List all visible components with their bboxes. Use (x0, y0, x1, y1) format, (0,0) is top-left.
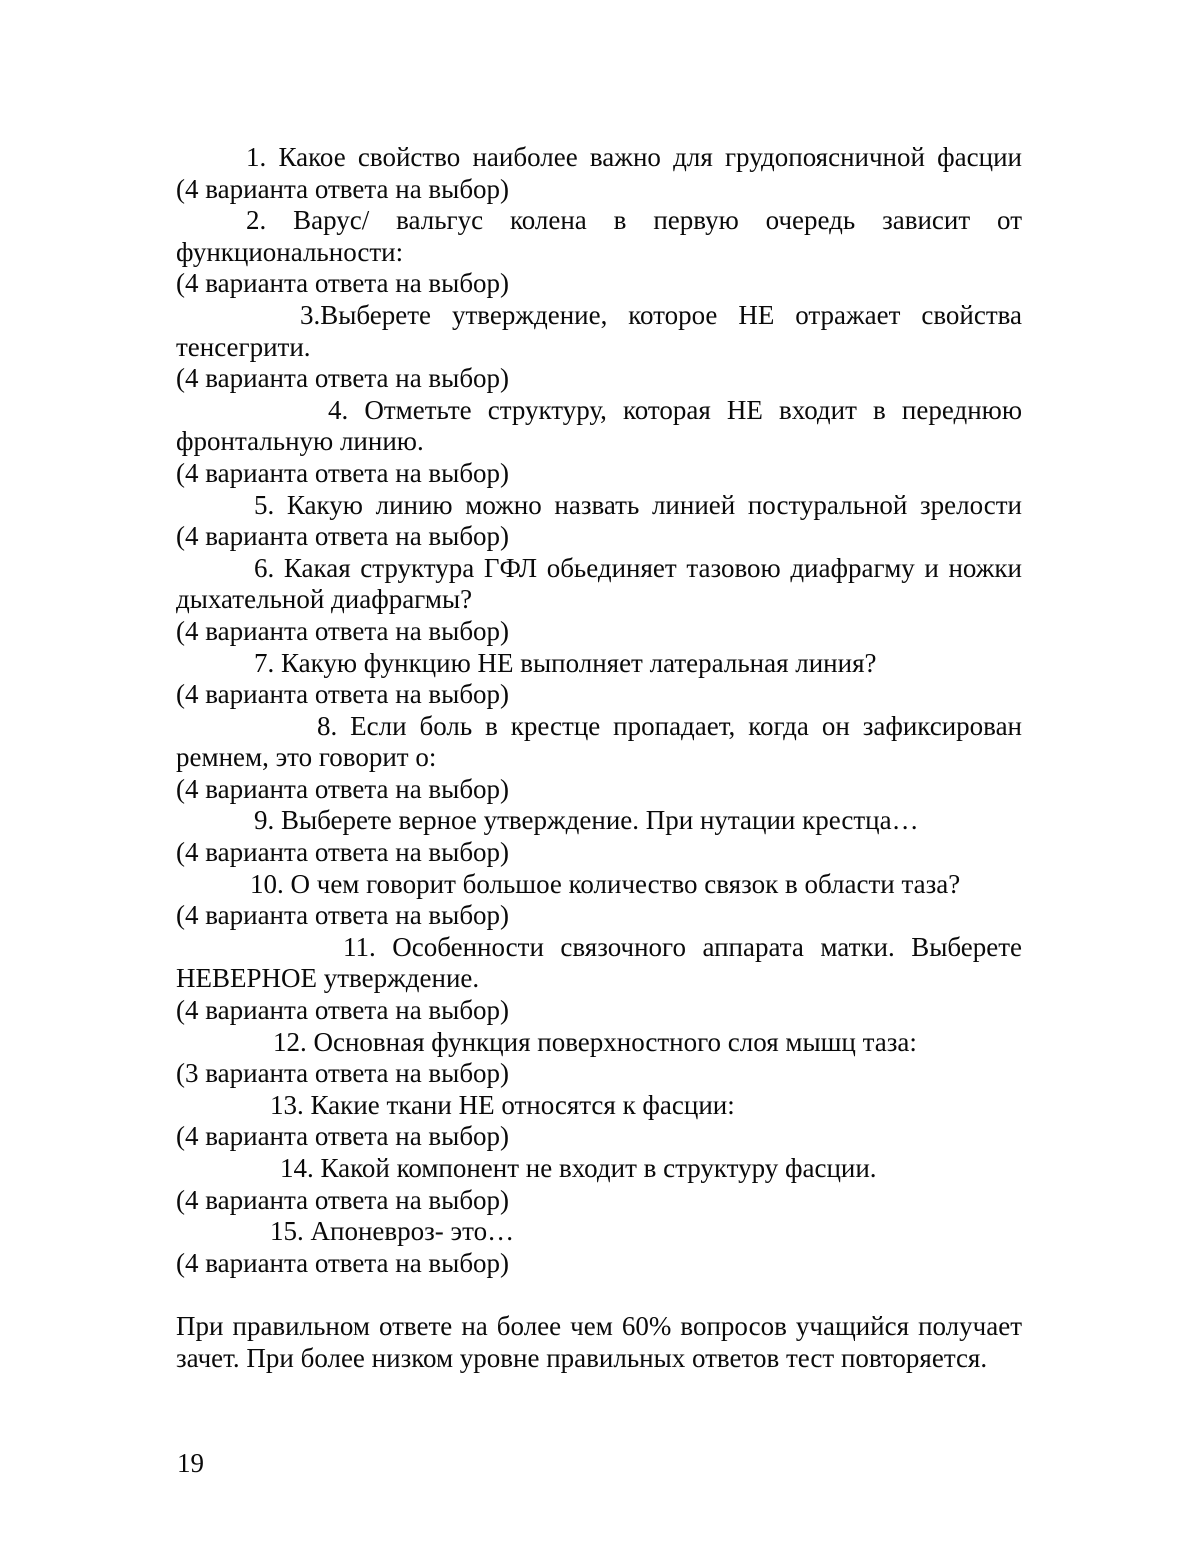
question-9-answer-note: (4 варианта ответа на выбор) (176, 837, 510, 868)
question-1-text: 1. Какое свойство наиболее важно для грудопоясничной фасции (246, 142, 1022, 172)
question-15-text: 15. Апоневроз- это… (270, 1216, 515, 1247)
paragraph-spacer (176, 1279, 1022, 1311)
question-10-text: 10. О чем говорит большое количество связок в области таза? (250, 868, 961, 899)
question-1-answer-note: (4 варианта ответа на выбор) (176, 173, 510, 204)
question-12-answer-note: (3 варианта ответа на выбор) (176, 1058, 510, 1089)
question-13-answer-note: (4 варианта ответа на выбор) (176, 1121, 510, 1152)
summary-line-2: зачет. При более низком уровне правильных ответов тест повторяется. (176, 1342, 988, 1373)
question-7-text: 7. Какую функцию НЕ выполняет латеральная линия? (254, 647, 877, 678)
question-3-text-line-2: тенсегрити. (176, 331, 311, 362)
question-7-answer-note: (4 варианта ответа на выбор) (176, 679, 510, 710)
question-6-answer-note: (4 варианта ответа на выбор) (176, 615, 510, 646)
summary-line-1: При правильном ответе на более чем 60% вопросов учащийся получает (176, 1310, 1022, 1341)
question-2-text-line-1: 2. Варус/ вальгус колена в первую очередь зависит от (246, 205, 1022, 236)
question-3-text-line-1: 3.Выберете утверждение, которое НЕ отражает свойства (300, 299, 1022, 330)
question-15-answer-note: (4 варианта ответа на выбор) (176, 1247, 510, 1278)
question-2-answer-note: (4 варианта ответа на выбор) (176, 268, 510, 299)
question-12-text: 12. Основная функция поверхностного слоя мышц таза: (273, 1026, 917, 1057)
question-4-text-line-1: 4. Отметьте структуру, которая НЕ входит в переднюю (328, 394, 1022, 425)
question-9-text: 9. Выберете верное утверждение. При нутации крестца… (254, 805, 919, 836)
question-4-answer-note: (4 варианта ответа на выбор) (176, 457, 510, 488)
question-3-answer-note: (4 варианта ответа на выбор) (176, 363, 510, 394)
question-5-answer-note: (4 варианта ответа на выбор) (176, 521, 510, 552)
question-11-text-line-1: 11. Особенности связочного аппарата матки. Выберете (343, 931, 1022, 962)
question-11-answer-note: (4 варианта ответа на выбор) (176, 995, 510, 1026)
question-11-text-line-2: НЕВЕРНОЕ утверждение. (176, 963, 480, 994)
question-4-text-line-2: фронтальную линию. (176, 426, 424, 457)
question-8-answer-note: (4 варианта ответа на выбор) (176, 773, 510, 804)
page-number: 19 (177, 1448, 204, 1478)
question-6-text-line-1: 6. Какая структура ГФЛ обьединяет тазовою диафрагму и ножки (254, 552, 1022, 583)
question-6-text-line-2: дыхательной диафрагмы? (176, 584, 473, 615)
question-8-text-line-2: ремнем, это говорит о: (176, 742, 437, 773)
question-10-answer-note: (4 варианта ответа на выбор) (176, 900, 510, 931)
question-5-text: 5. Какую линию можно назвать линией постуральной зрелости (254, 489, 1022, 520)
question-2-text-line-2: функциональности: (176, 236, 404, 267)
question-8-text-line-1: 8. Если боль в крестце пропадает, когда он зафиксирован (317, 710, 1022, 741)
test-questions-list (176, 142, 1022, 1374)
question-14-text: 14. Какой компонент не входит в структуру фасции. (280, 1153, 877, 1183)
question-14-answer-note: (4 варианта ответа на выбор) (176, 1184, 510, 1215)
question-13-text: 13. Какие ткани НЕ относятся к фасции: (270, 1089, 735, 1120)
